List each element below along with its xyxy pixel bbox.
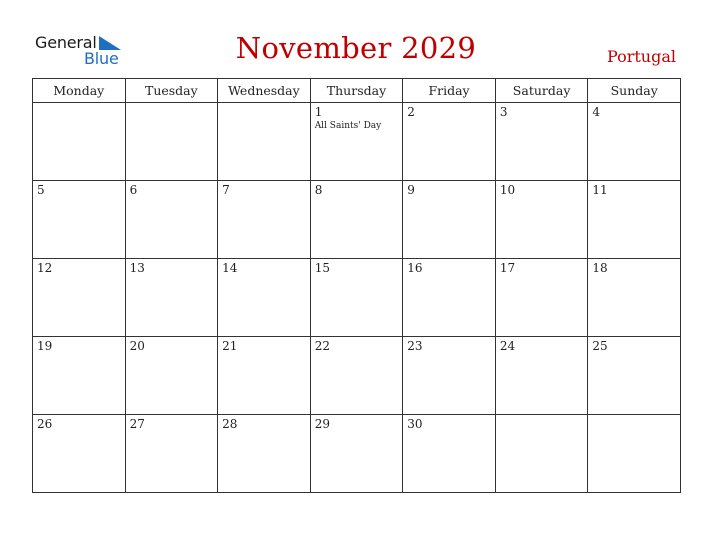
week-row — [33, 103, 681, 181]
day-number: 1 — [314, 105, 323, 119]
day-cell — [495, 259, 588, 337]
day-cell — [495, 103, 588, 181]
day-number: 20 — [129, 339, 145, 353]
day-cell — [310, 415, 403, 493]
week-row — [33, 337, 681, 415]
day-cell — [33, 259, 126, 337]
day-number: 4 — [592, 105, 601, 119]
day-cell — [218, 415, 311, 493]
day-number: 2 — [407, 105, 415, 119]
day-cell — [588, 181, 681, 259]
day-cell — [495, 181, 588, 259]
day-cell — [403, 337, 496, 415]
day-number: 5 — [37, 183, 45, 197]
day-number: 22 — [314, 339, 330, 353]
country-label: Portugal — [606, 47, 676, 66]
day-cell — [310, 259, 403, 337]
day-cell — [218, 181, 311, 259]
day-cell — [403, 415, 496, 493]
day-cell — [495, 415, 588, 493]
day-number: 6 — [129, 183, 138, 197]
day-number: 12 — [37, 261, 53, 275]
weekday-header: Monday — [33, 79, 126, 103]
day-cell — [218, 337, 311, 415]
day-cell — [588, 415, 681, 493]
day-number: 17 — [499, 261, 516, 275]
day-cell — [403, 181, 496, 259]
day-number: 10 — [499, 183, 516, 197]
day-cell — [125, 259, 218, 337]
day-number: 18 — [592, 261, 608, 275]
day-number: 8 — [314, 183, 323, 197]
day-cell — [33, 415, 126, 493]
day-cell — [495, 337, 588, 415]
day-cell — [125, 103, 218, 181]
weekday-header: Wednesday — [218, 79, 311, 103]
weekday-header: Saturday — [495, 79, 588, 103]
weekday-header: Friday — [403, 79, 496, 103]
day-number: 24 — [499, 339, 516, 353]
weekday-header: Thursday — [310, 79, 403, 103]
day-cell — [33, 103, 126, 181]
day-cell — [33, 337, 126, 415]
day-cell — [310, 337, 403, 415]
day-cell — [125, 337, 218, 415]
day-cell — [588, 103, 681, 181]
holiday-label: All Saints' Day — [314, 121, 382, 131]
day-cell — [125, 415, 218, 493]
day-number: 21 — [222, 339, 238, 353]
logo-text-general: General — [35, 33, 97, 52]
day-cell — [403, 259, 496, 337]
day-cell — [125, 181, 218, 259]
day-number: 29 — [314, 417, 330, 431]
week-row — [33, 259, 681, 337]
weekday-header-row — [33, 79, 681, 103]
day-number: 16 — [407, 261, 423, 275]
day-number: 13 — [129, 261, 145, 275]
day-number: 11 — [592, 183, 608, 197]
day-cell — [588, 337, 681, 415]
day-number: 14 — [222, 261, 238, 275]
day-cell — [588, 259, 681, 337]
day-number: 3 — [499, 105, 508, 119]
logo-text-blue: Blue — [84, 49, 119, 68]
day-cell — [403, 103, 496, 181]
day-cell — [33, 181, 126, 259]
day-number: 9 — [407, 183, 415, 197]
day-number: 7 — [222, 183, 230, 197]
day-number: 19 — [37, 339, 53, 353]
day-cell — [218, 259, 311, 337]
day-number: 30 — [407, 417, 423, 431]
day-cell — [310, 181, 403, 259]
day-number: 15 — [314, 261, 330, 275]
weekday-header: Tuesday — [125, 79, 218, 103]
week-row — [33, 415, 681, 493]
weekday-header: Sunday — [588, 79, 681, 103]
day-number: 25 — [592, 339, 608, 353]
day-number: 28 — [222, 417, 238, 431]
day-cell — [218, 103, 311, 181]
day-number: 27 — [129, 417, 145, 431]
calendar-title: November 2029 — [235, 31, 477, 65]
day-number: 23 — [407, 339, 423, 353]
day-cell — [310, 103, 403, 181]
calendar-grid — [32, 78, 681, 493]
day-number: 26 — [37, 417, 53, 431]
week-row — [33, 181, 681, 259]
